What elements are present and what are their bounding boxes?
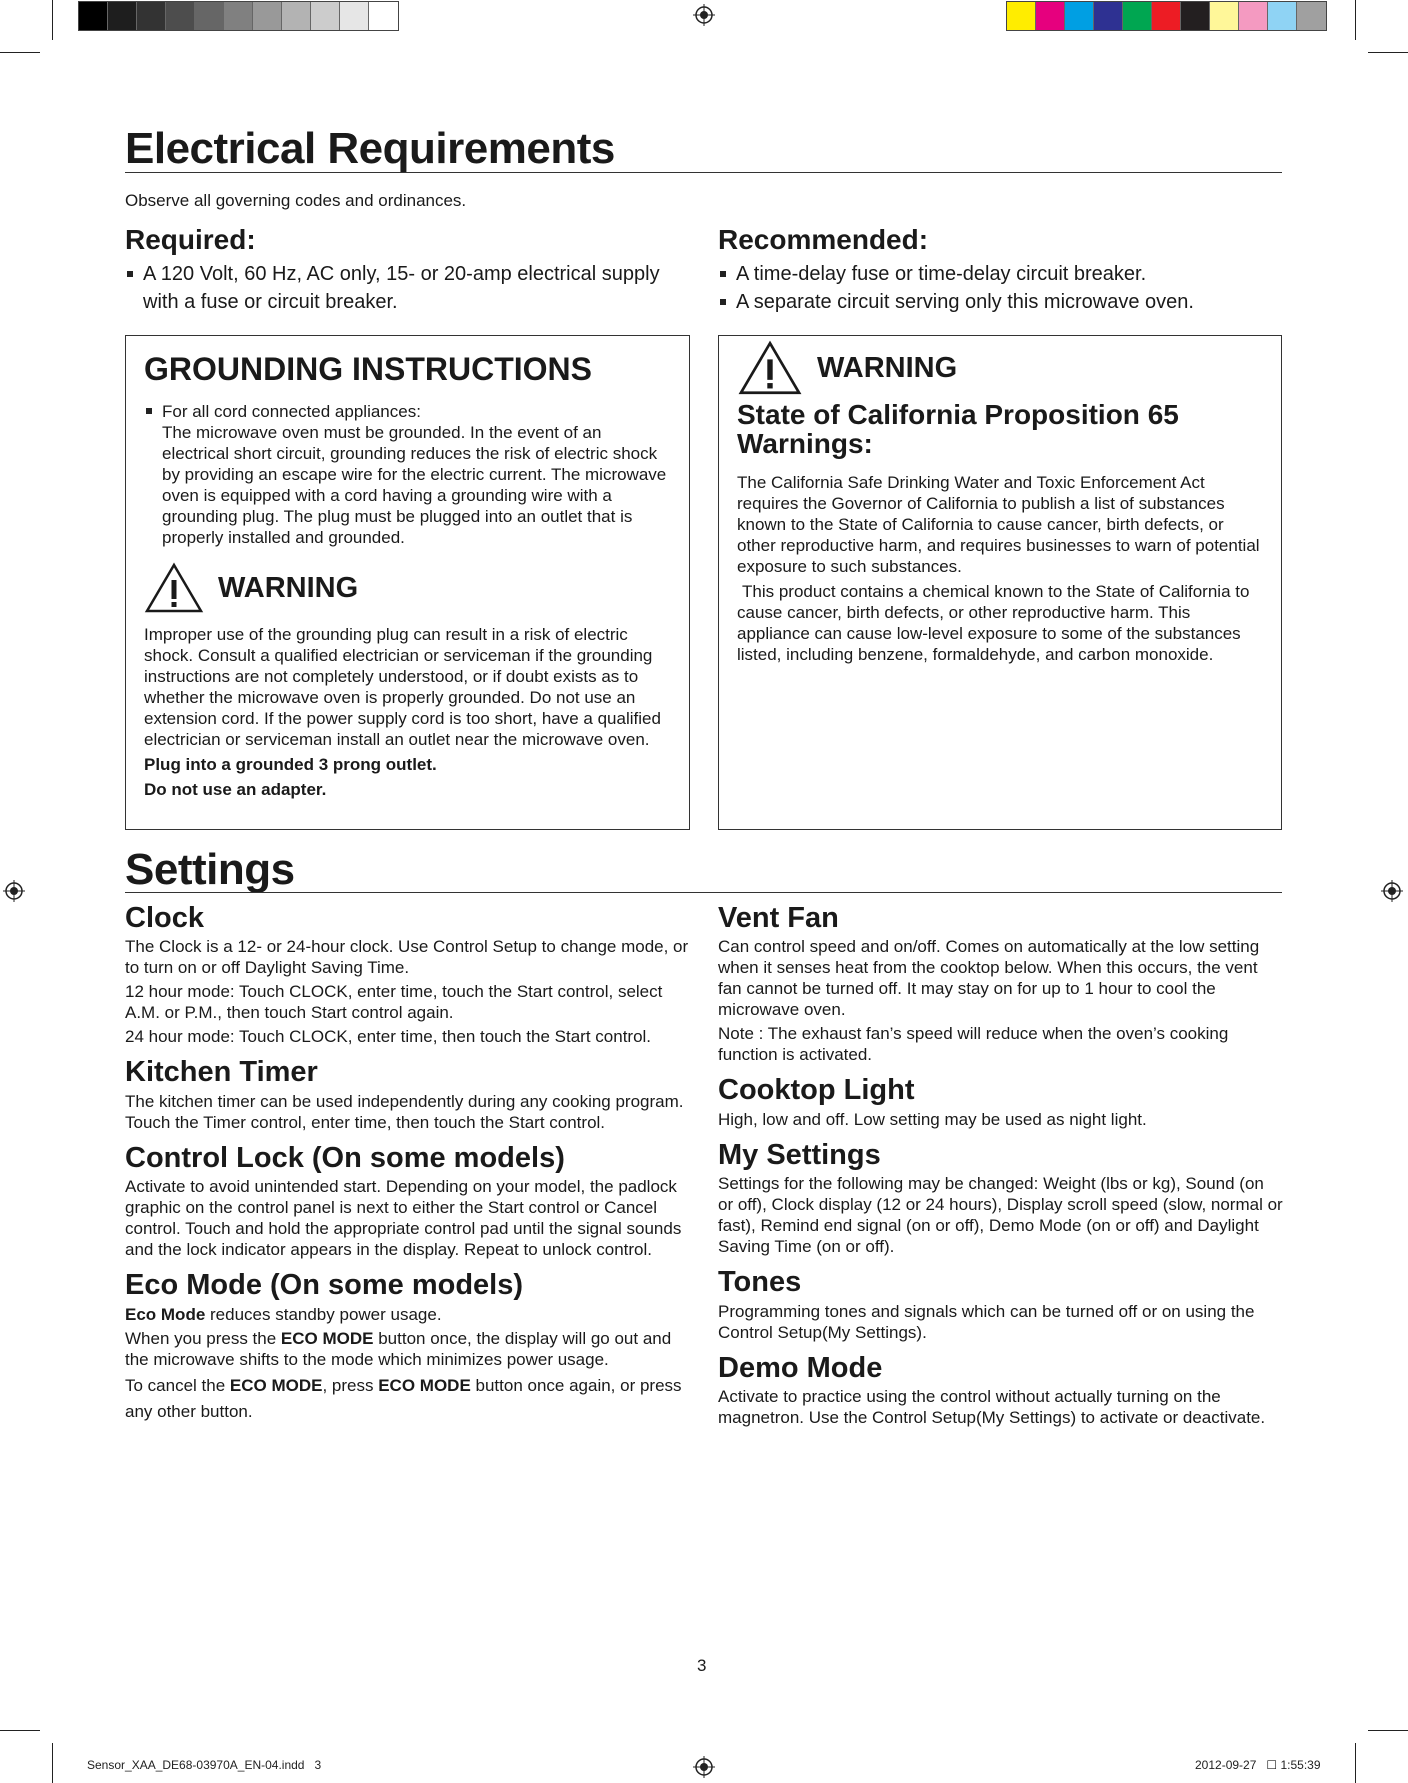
eco-mode-span: button once again, or press any other button. bbox=[125, 1375, 682, 1421]
my-settings-text: Settings for the following may be changed: Weight (lbs or kg), Sound (on or off), Clock display (12 or 24 hours), Display scroll speed (slow, normal or fast), Remind end signal (on or off), Demo Mode (on or off) and Daylight Saving Time (on or off). bbox=[718, 1174, 1283, 1257]
prop65-paragraph-2: This product contains a chemical known to the State of California to cause cancer, birth defects, or other reproductive harm. This appliance can cause low-level exposure to some of the substances listed, including benzene, formaldehyde, and carbon monoxide. bbox=[737, 582, 1250, 664]
settings-right-column bbox=[718, 903, 1283, 1438]
gray-swatch bbox=[369, 2, 398, 30]
cooktop-light-heading: Cooktop Light bbox=[718, 1074, 915, 1107]
color-swatch bbox=[1239, 2, 1268, 30]
registration-mark-icon bbox=[693, 4, 715, 26]
settings-rule bbox=[125, 892, 1282, 893]
warning-triangle-icon bbox=[737, 340, 803, 396]
crop-mark bbox=[1368, 1730, 1408, 1731]
eco-mode-span: To cancel the bbox=[125, 1375, 230, 1395]
tones-text: Programming tones and signals which can be turned off or on using the Control Setup(My Settings). bbox=[718, 1301, 1255, 1342]
crop-mark bbox=[52, 0, 53, 40]
color-swatch bbox=[1152, 2, 1181, 30]
warning-label: WARNING bbox=[218, 571, 359, 604]
title-rule bbox=[125, 172, 1282, 173]
date-slug: 2012-09-27 ☐ 1:55:39 bbox=[1195, 1758, 1321, 1772]
color-swatch bbox=[1181, 2, 1210, 30]
gray-swatch bbox=[166, 2, 195, 30]
eco-mode-text bbox=[125, 1328, 690, 1370]
recommended-item: A separate circuit serving only this microwave oven. bbox=[718, 288, 1283, 316]
kitchen-timer-text: The kitchen timer can be used independently during any cooking program. Touch the Timer control, enter time, then touch the Start control. bbox=[125, 1091, 684, 1132]
gray-swatch bbox=[282, 2, 311, 30]
control-lock-section bbox=[125, 1143, 690, 1260]
vent-fan-text: Can control speed and on/off. Comes on automatically at the low setting when it senses heat from the cooktop below. When this occurs, the vent fan cannot be turned off. It may stay on for up to 1 hour to cool the microwave oven. bbox=[718, 937, 1260, 1020]
control-lock-heading: Control Lock (On some models) bbox=[125, 1141, 565, 1174]
file-slug: Sensor_XAA_DE68-03970A_EN-04.indd 3 bbox=[87, 1758, 322, 1772]
gray-swatch bbox=[253, 2, 282, 30]
color-swatch bbox=[1036, 2, 1065, 30]
eco-mode-span: button once, the display will go out and the microwave shifts to the mode which minimizes power usage. bbox=[125, 1328, 672, 1369]
crop-mark bbox=[1368, 52, 1408, 53]
crop-mark bbox=[1355, 1743, 1356, 1783]
gray-swatch bbox=[340, 2, 369, 30]
registration-mark-icon bbox=[1381, 880, 1403, 902]
clock-section bbox=[125, 903, 690, 1047]
demo-mode-heading: Demo Mode bbox=[718, 1351, 883, 1384]
color-swatch bbox=[1007, 2, 1036, 30]
cooktop-light-text: High, low and off. Low setting may be used as night light. bbox=[718, 1109, 1147, 1129]
vent-fan-heading: Vent Fan bbox=[718, 902, 839, 934]
eco-mode-bold: ECO MODE bbox=[378, 1375, 471, 1395]
required-section bbox=[125, 225, 690, 316]
color-swatch bbox=[1123, 2, 1152, 30]
intro-text: Observe all governing codes and ordinances. bbox=[125, 191, 467, 210]
page-title: Electrical Requirements bbox=[125, 124, 615, 173]
grayscale-color-bar bbox=[78, 1, 399, 31]
eco-mode-bold: Eco Mode bbox=[125, 1304, 206, 1324]
gray-swatch bbox=[195, 2, 224, 30]
eco-mode-text bbox=[125, 1373, 690, 1425]
eco-mode-span: , press bbox=[322, 1375, 379, 1395]
control-lock-text: Activate to avoid unintended start. Depending on your model, the padlock graphic on the control panel is next to either the Start control or Cancel control. Touch and hold the appropriate control pad until the signal sounds and the lock indicator appears in the display. Repeat to unlock control. bbox=[125, 1177, 682, 1260]
grounding-bold-line-2: Do not use an adapter. bbox=[144, 780, 327, 800]
grounding-bullet-body: The microwave oven must be grounded. In the event of an electrical short circuit, grounding reduces the risk of electric shock by providing an escape wire for the electric current. The microwave oven is equipped with a cord having a grounding wire with a grounding plug. The plug must be plugged into an outlet that is properly installed and grounded. bbox=[162, 423, 667, 548]
recommended-item: A time-delay fuse or time-delay circuit breaker. bbox=[718, 260, 1283, 288]
color-swatch bbox=[1210, 2, 1239, 30]
eco-mode-span: reduces standby power usage. bbox=[205, 1304, 442, 1324]
eco-mode-section bbox=[125, 1270, 690, 1424]
gray-swatch bbox=[79, 2, 108, 30]
eco-mode-bold: ECO MODE bbox=[229, 1375, 323, 1395]
gray-swatch bbox=[137, 2, 166, 30]
vent-fan-note: Note : The exhaust fan’s speed will reduce when the oven’s cooking function is activated. bbox=[718, 1024, 1229, 1065]
clock-text: The Clock is a 12- or 24-hour clock. Use Control Setup to change mode, or to turn on or off Daylight Saving Time. bbox=[125, 937, 689, 978]
cooktop-light-section bbox=[718, 1075, 1283, 1129]
demo-mode-text: Activate to practice using the control without actually turning on the magnetron. Use the Control Setup(My Settings) to activate or deactivate. bbox=[718, 1387, 1266, 1428]
color-swatch bbox=[1268, 2, 1297, 30]
gray-swatch bbox=[311, 2, 340, 30]
grounding-warning-header bbox=[144, 562, 671, 614]
color-swatch bbox=[1065, 2, 1094, 30]
grounding-bullet-lead: For all cord connected appliances: bbox=[162, 402, 421, 422]
eco-mode-heading: Eco Mode (On some models) bbox=[125, 1269, 523, 1302]
grounding-bullet bbox=[144, 401, 671, 548]
demo-mode-section bbox=[718, 1353, 1283, 1428]
tones-section bbox=[718, 1267, 1283, 1342]
crop-mark bbox=[52, 1743, 53, 1783]
prop65-warning-header bbox=[737, 340, 1263, 396]
grounding-warning-text: Improper use of the grounding plug can result in a risk of electric shock. Consult a qualified electrician or serviceman if the grounding instructions are not completely understood, or if doubt exists as to whether the microwave oven is properly grounded. Do not use an extension cord. If the power supply cord is too short, have a qualified electrician or serviceman install an outlet near the microwave oven. bbox=[144, 625, 661, 750]
my-settings-heading: My Settings bbox=[718, 1138, 881, 1171]
prop65-paragraph-1: The California Safe Drinking Water and Toxic Enforcement Act requires the Governor of California to publish a list of substances known to the State of California to cause cancer, birth defects, or other reproductive harm, and requires businesses to warn of potential exposure to such substances. bbox=[737, 473, 1260, 576]
gray-swatch bbox=[224, 2, 253, 30]
eco-mode-bold: ECO MODE bbox=[280, 1328, 374, 1348]
registration-mark-icon bbox=[3, 880, 25, 902]
tones-heading: Tones bbox=[718, 1266, 802, 1299]
warning-triangle-icon bbox=[144, 562, 204, 614]
clock-text: 12 hour mode: Touch CLOCK, enter time, touch the Start control, select A.M. or P.M., then touch Start control again. bbox=[125, 982, 663, 1023]
color-swatch bbox=[1297, 2, 1326, 30]
kitchen-timer-section bbox=[125, 1057, 690, 1132]
registration-mark-icon bbox=[693, 1756, 715, 1778]
my-settings-section bbox=[718, 1140, 1283, 1257]
prop65-title: State of California Proposition 65 Warnings: bbox=[737, 399, 1179, 459]
prop65-warning-box bbox=[718, 335, 1282, 830]
eco-mode-span: When you press the bbox=[125, 1328, 281, 1348]
color-swatch bbox=[1094, 2, 1123, 30]
clock-heading: Clock bbox=[125, 902, 204, 934]
clock-text: 24 hour mode: Touch CLOCK, enter time, then touch the Start control. bbox=[125, 1027, 652, 1047]
eco-mode-text bbox=[125, 1304, 690, 1325]
recommended-heading: Recommended: bbox=[718, 224, 929, 255]
settings-left-column bbox=[125, 903, 690, 1435]
warning-label: WARNING bbox=[817, 351, 958, 384]
grounding-bold-line-1: Plug into a grounded 3 prong outlet. bbox=[144, 755, 437, 775]
page-number: 3 bbox=[697, 1656, 707, 1675]
vent-fan-section bbox=[718, 903, 1283, 1065]
kitchen-timer-heading: Kitchen Timer bbox=[125, 1056, 318, 1089]
crop-mark bbox=[1355, 0, 1356, 40]
recommended-section bbox=[718, 225, 1283, 316]
process-color-bar bbox=[1006, 1, 1327, 31]
settings-title: Settings bbox=[125, 845, 295, 894]
grounding-instructions-box bbox=[125, 335, 690, 830]
crop-mark bbox=[0, 1730, 40, 1731]
grounding-title: GROUNDING INSTRUCTIONS bbox=[144, 351, 592, 387]
required-item: A 120 Volt, 60 Hz, AC only, 15- or 20-amp electrical supply with a fuse or circuit breaker. bbox=[125, 260, 690, 316]
crop-mark bbox=[0, 52, 40, 53]
gray-swatch bbox=[108, 2, 137, 30]
required-heading: Required: bbox=[125, 224, 256, 255]
